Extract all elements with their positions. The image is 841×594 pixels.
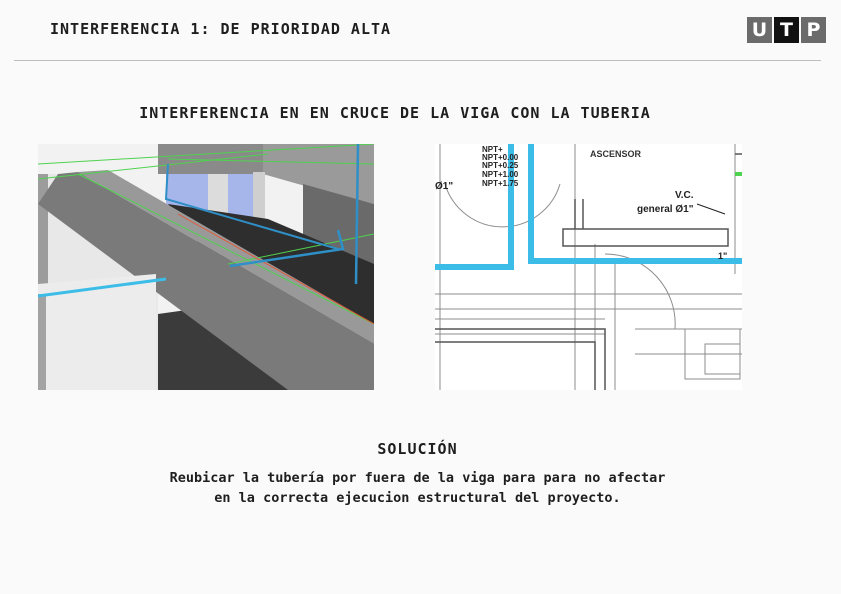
page-header-title: INTERFERENCIA 1: DE PRIORIDAD ALTA xyxy=(50,20,392,38)
logo-letter-u: U xyxy=(747,17,772,43)
plan-view-image xyxy=(435,144,742,390)
plan-label-npt-0: NPT+ xyxy=(482,145,503,154)
plan-label-general: general Ø1" xyxy=(637,204,694,215)
solution-title: SOLUCIÓN xyxy=(377,440,458,458)
solution-text xyxy=(100,468,735,508)
model-3d-drawing xyxy=(38,144,374,390)
solution-line-1: Reubicar la tubería por fuera de la viga para para no afectar xyxy=(169,470,666,486)
solution-line-2: en la correcta ejecucion estructural del proyecto. xyxy=(214,490,621,506)
plan-label-vc: V.C. xyxy=(675,190,694,201)
plan-label-pipe-left: Ø1" xyxy=(435,181,454,192)
logo-letter-t: T xyxy=(774,17,799,43)
plan-label-npt-1: NPT+0.00 xyxy=(482,153,519,162)
plan-view-drawing xyxy=(435,144,742,390)
plan-label-npt-2: NPT+0.25 xyxy=(482,161,519,170)
plan-label-ascensor: ASCENSOR xyxy=(590,149,642,159)
utp-logo xyxy=(747,17,826,43)
plan-label-npt-4: NPT+1.75 xyxy=(482,179,519,188)
section-title: INTERFERENCIA EN EN CRUCE DE LA VIGA CON LA TUBERIA xyxy=(139,104,651,122)
plan-label-one-inch: 1" xyxy=(718,251,728,261)
header-divider xyxy=(14,60,821,61)
model-3d-image xyxy=(38,144,374,390)
logo-letter-p: P xyxy=(801,17,826,43)
plan-label-npt-3: NPT+1.00 xyxy=(482,170,519,179)
